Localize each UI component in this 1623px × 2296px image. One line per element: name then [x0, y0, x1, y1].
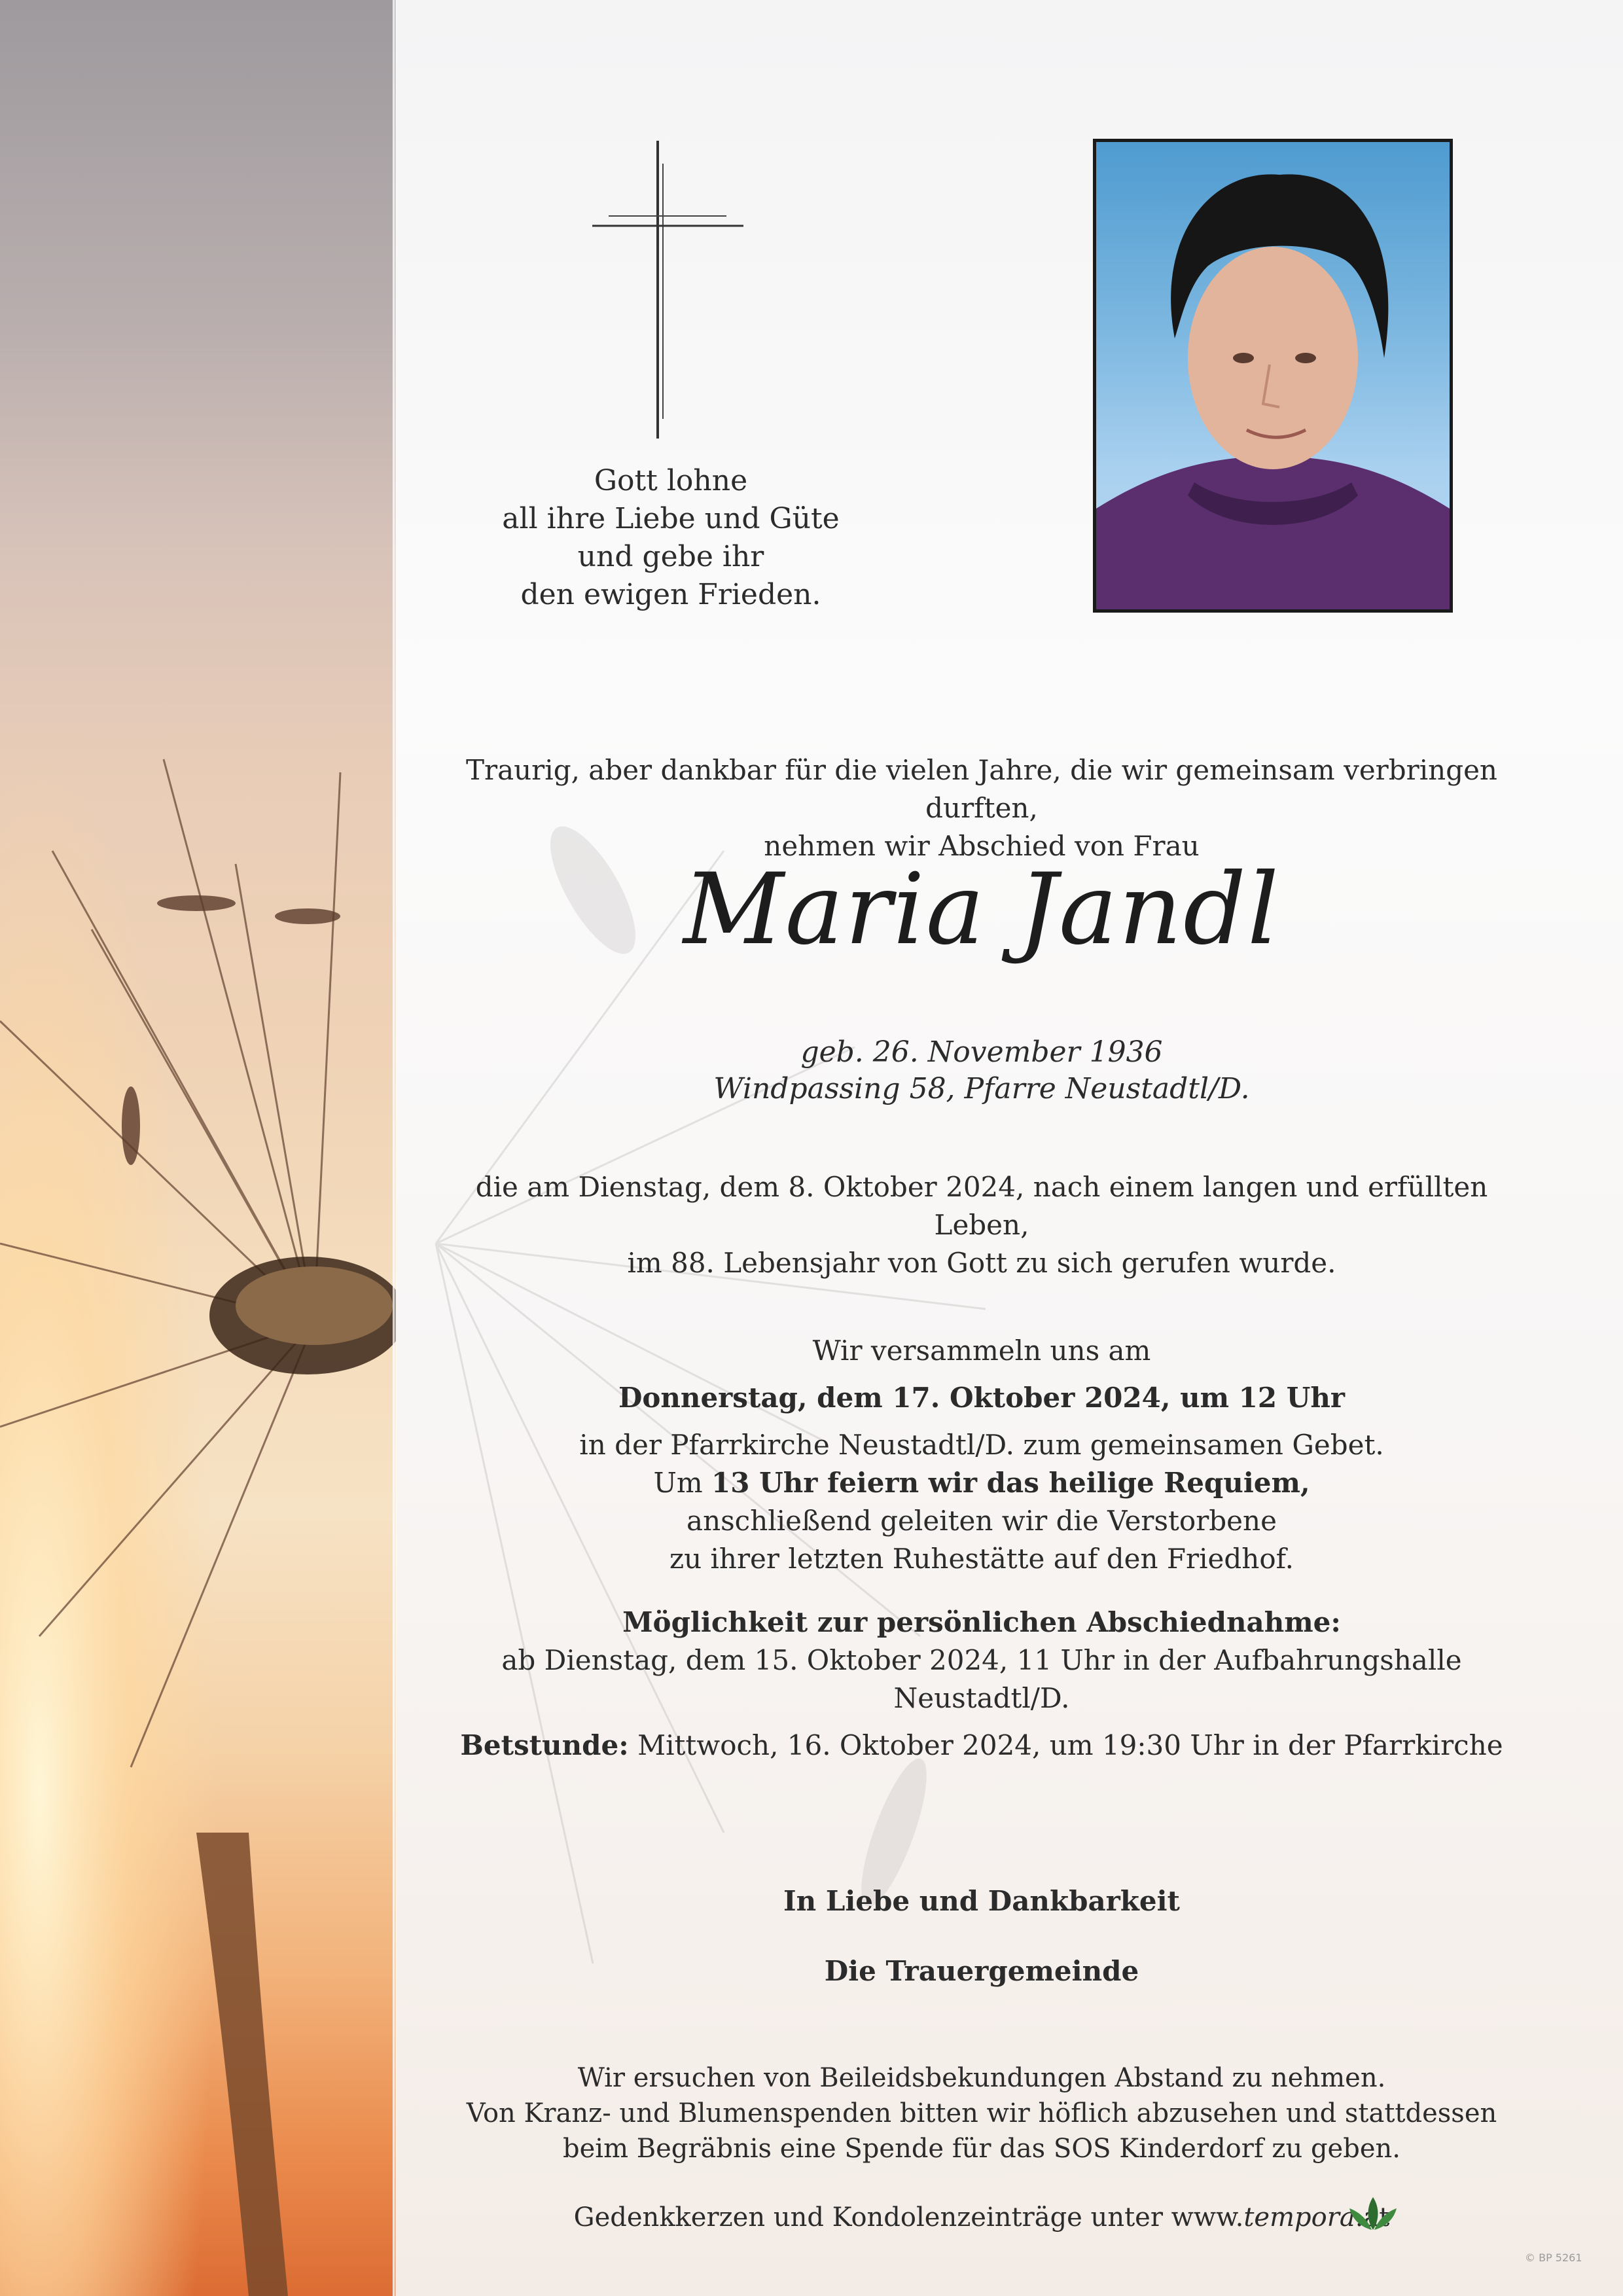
death-notice-line: im 88. Lebensjahr von Gott zu sich gerufen wurde. — [627, 1247, 1336, 1279]
deceased-name: Maria Jandl — [683, 853, 1280, 967]
cross-icon — [589, 137, 746, 439]
requests — [452, 2060, 1512, 2166]
verse-line: Gott lohne — [594, 464, 748, 497]
farewell-text: ab Dienstag, dem 15. Oktober 2024, 11 Uhr in der Aufbahrungshalle Neustadtl/D. — [501, 1644, 1462, 1714]
footer-brand[interactable]: tempora — [1243, 2202, 1355, 2233]
requiem-line — [452, 1464, 1512, 1502]
verse — [344, 462, 998, 614]
farewell-info — [452, 1604, 1512, 1717]
address: Windpassing 58, Pfarre Neustadtl/D. — [713, 1072, 1250, 1105]
service-escort: anschließend geleiten wir die Verstorbene — [687, 1505, 1277, 1537]
portrait-photo — [1093, 139, 1453, 613]
birth-date: geb. 26. November 1936 — [800, 1035, 1163, 1069]
intro-text — [452, 751, 1512, 865]
farewell-heading: Möglichkeit zur persönlichen Abschiednahme: — [622, 1606, 1341, 1638]
service-gather: Wir versammeln uns am — [812, 1335, 1151, 1367]
request-line: beim Begräbnis eine Spende für das SOS Kinderdorf zu geben. — [563, 2134, 1400, 2164]
death-notice-line: die am Dienstag, dem 8. Oktober 2024, nach einem langen und erfüllten Leben, — [475, 1171, 1488, 1241]
portrait-illustration — [1096, 142, 1450, 609]
verse-line: den ewigen Frieden. — [520, 578, 821, 611]
dandelion-sunset-photo — [0, 0, 396, 2296]
prayer-info — [452, 1727, 1512, 1765]
service-resting: zu ihrer letzten Ruhestätte auf den Friedhof. — [669, 1543, 1294, 1575]
closing-love: In Liebe und Dankbarkeit — [783, 1885, 1180, 1917]
lotus-leaf-icon — [1347, 2194, 1399, 2233]
death-notice — [452, 1168, 1512, 1282]
closing-signed: Die Trauergemeinde — [824, 1955, 1139, 1987]
intro-line: nehmen wir Abschied von Frau — [764, 830, 1200, 862]
footer-prefix: Gedenkkerzen und Kondolenzeinträge unter www. — [573, 2202, 1244, 2233]
service-place: in der Pfarrkirche Neustadtl/D. zum gemeinsamen Gebet. — [579, 1429, 1384, 1461]
request-line: Wir ersuchen von Beileidsbekundungen Abstand zu nehmen. — [577, 2063, 1386, 2093]
prayer-text: Mittwoch, 16. Oktober 2024, um 19:30 Uhr in der Pfarrkirche — [628, 1729, 1503, 1761]
dandelion-illustration — [0, 0, 396, 2296]
intro-line: Traurig, aber dankbar für die vielen Jahre, die wir gemeinsam verbringen durften, — [466, 754, 1497, 824]
birth-info — [452, 1034, 1512, 1107]
requiem-prefix: Um — [653, 1467, 712, 1499]
service-info — [452, 1332, 1512, 1578]
verse-line: all ihre Liebe und Güte — [502, 502, 840, 535]
request-line: Von Kranz- und Blumenspenden bitten wir höflich abzusehen und stattdessen — [466, 2098, 1497, 2128]
verse-line: und gebe ihr — [577, 540, 764, 573]
requiem-time: 13 Uhr feiern wir das heilige Requiem, — [711, 1467, 1310, 1499]
prayer-line — [452, 1727, 1512, 1765]
prayer-label: Betstunde: — [460, 1729, 629, 1761]
print-code: © BP 5261 — [1525, 2251, 1582, 2264]
service-date: Donnerstag, dem 17. Oktober 2024, um 12 Uhr — [618, 1382, 1346, 1414]
